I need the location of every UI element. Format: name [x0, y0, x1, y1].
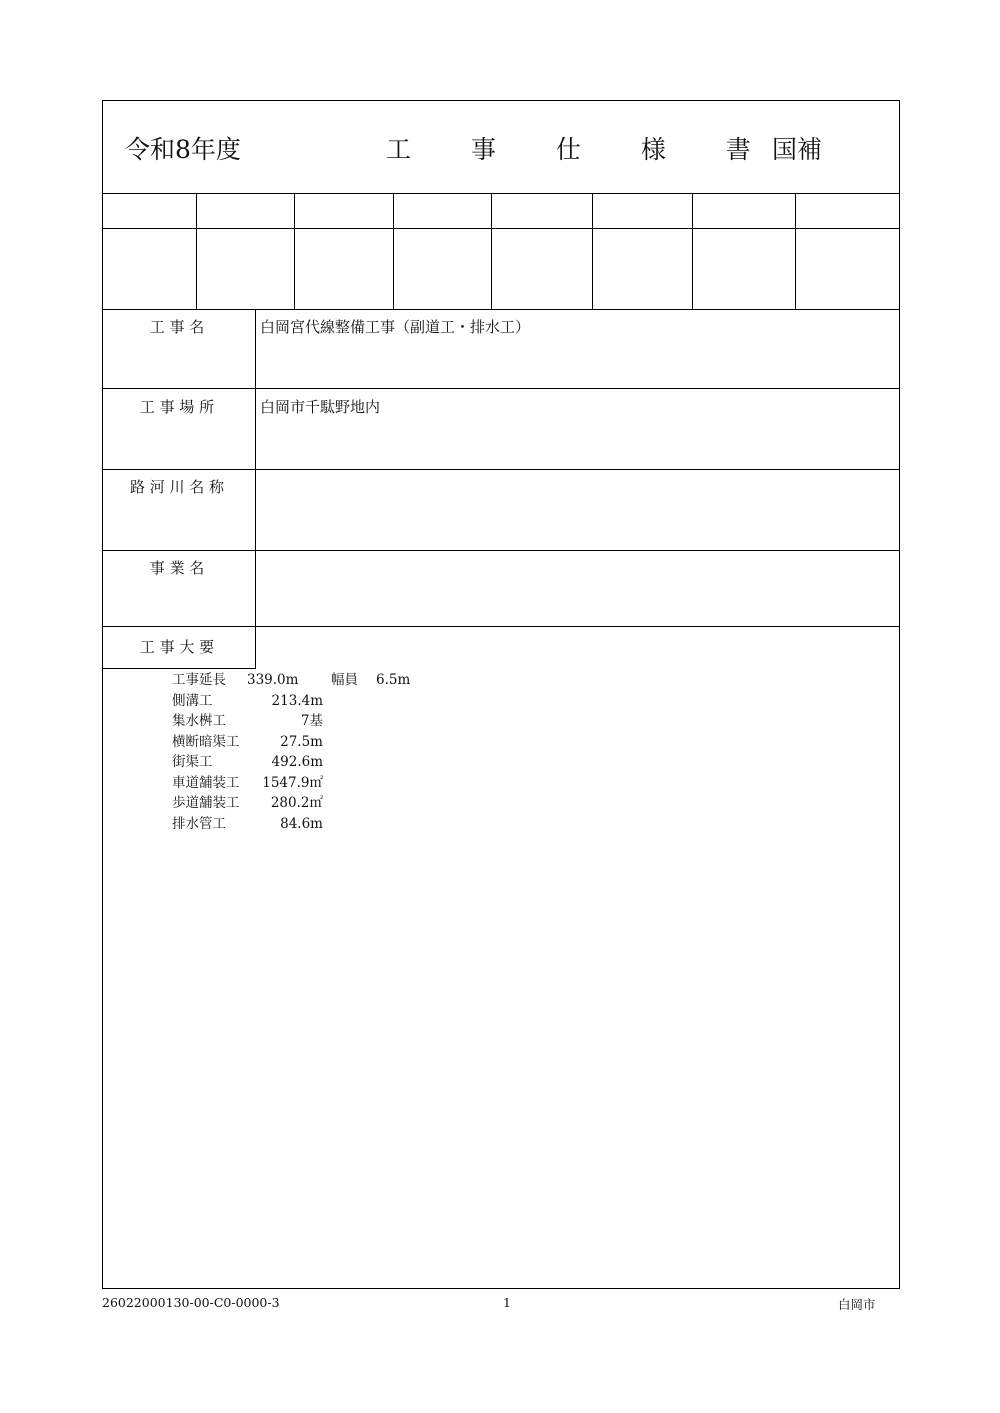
summary-label-bottom: [102, 668, 256, 669]
summary-item-name: 横断暗渠工: [172, 733, 240, 750]
approval-grid-col: [692, 193, 693, 309]
summary-head-row: [172, 670, 412, 691]
value-work-site: 白岡市千駄野地内: [260, 398, 381, 416]
header-divider: [102, 193, 900, 194]
summary-item-value: 27.5m: [280, 733, 323, 750]
label-column-divider: [255, 309, 256, 668]
summary-item: [172, 773, 323, 794]
label-work-name: 工 事 名: [149, 318, 205, 336]
summary-item-name: 側溝工: [172, 692, 213, 709]
era-year: 令和8年度: [125, 135, 241, 164]
extension-value: 339.0m: [247, 672, 299, 688]
summary-item-value: 7基: [300, 713, 323, 729]
label-summary: 工 事 大 要: [139, 638, 215, 656]
width-value: 6.5m: [376, 672, 411, 688]
label-project-name: 事 業 名: [149, 559, 205, 577]
extension-label: 工事延長: [172, 672, 226, 688]
subsidy-mark: 国補: [772, 135, 823, 164]
row-divider-work-name: [102, 388, 900, 389]
summary-item-value: 213.4m: [271, 692, 323, 709]
summary-item: [172, 814, 323, 835]
work-summary: [172, 670, 412, 834]
summary-item-name: 車道舗装工: [172, 774, 240, 791]
summary-item-name: 排水管工: [172, 815, 226, 832]
label-road-river: 路 河 川 名 称: [129, 478, 225, 496]
approval-grid-col: [592, 193, 593, 309]
summary-item-name: 歩道舗装工: [172, 795, 240, 811]
row-divider-project: [102, 626, 900, 627]
approval-grid-col: [294, 193, 295, 309]
issuer-name: 白岡市: [838, 1297, 876, 1312]
approval-grid-divider: [102, 228, 900, 229]
approval-grid-col: [795, 193, 796, 309]
summary-item: [172, 711, 323, 732]
row-divider-road-river: [102, 550, 900, 551]
summary-item: [172, 793, 323, 814]
summary-item-name: 街渠工: [172, 754, 213, 770]
summary-item: [172, 752, 323, 773]
approval-grid-col: [393, 193, 394, 309]
document-code: 26022000130-00-C0-0000-3: [102, 1295, 280, 1310]
label-work-site: 工 事 場 所: [139, 398, 215, 416]
summary-item-value: 492.6m: [271, 754, 323, 770]
row-divider-work-site: [102, 469, 900, 470]
approval-grid-col: [196, 193, 197, 309]
approval-grid-col: [491, 193, 492, 309]
summary-item-value: 84.6m: [280, 815, 323, 832]
value-work-name: 白岡宮代線整備工事（副道工・排水工）: [260, 318, 531, 336]
summary-item-name: 集水桝工: [172, 713, 226, 729]
document-title: 工 事 仕 様 書: [386, 135, 777, 164]
summary-item-value: 280.2㎡: [270, 795, 323, 811]
summary-item: [172, 732, 323, 753]
summary-item-value: 1547.9㎡: [262, 774, 323, 791]
width-label: 幅員: [331, 672, 358, 688]
summary-item: [172, 691, 323, 712]
page-number: 1: [503, 1295, 511, 1310]
approval-grid-bottom: [102, 309, 900, 310]
